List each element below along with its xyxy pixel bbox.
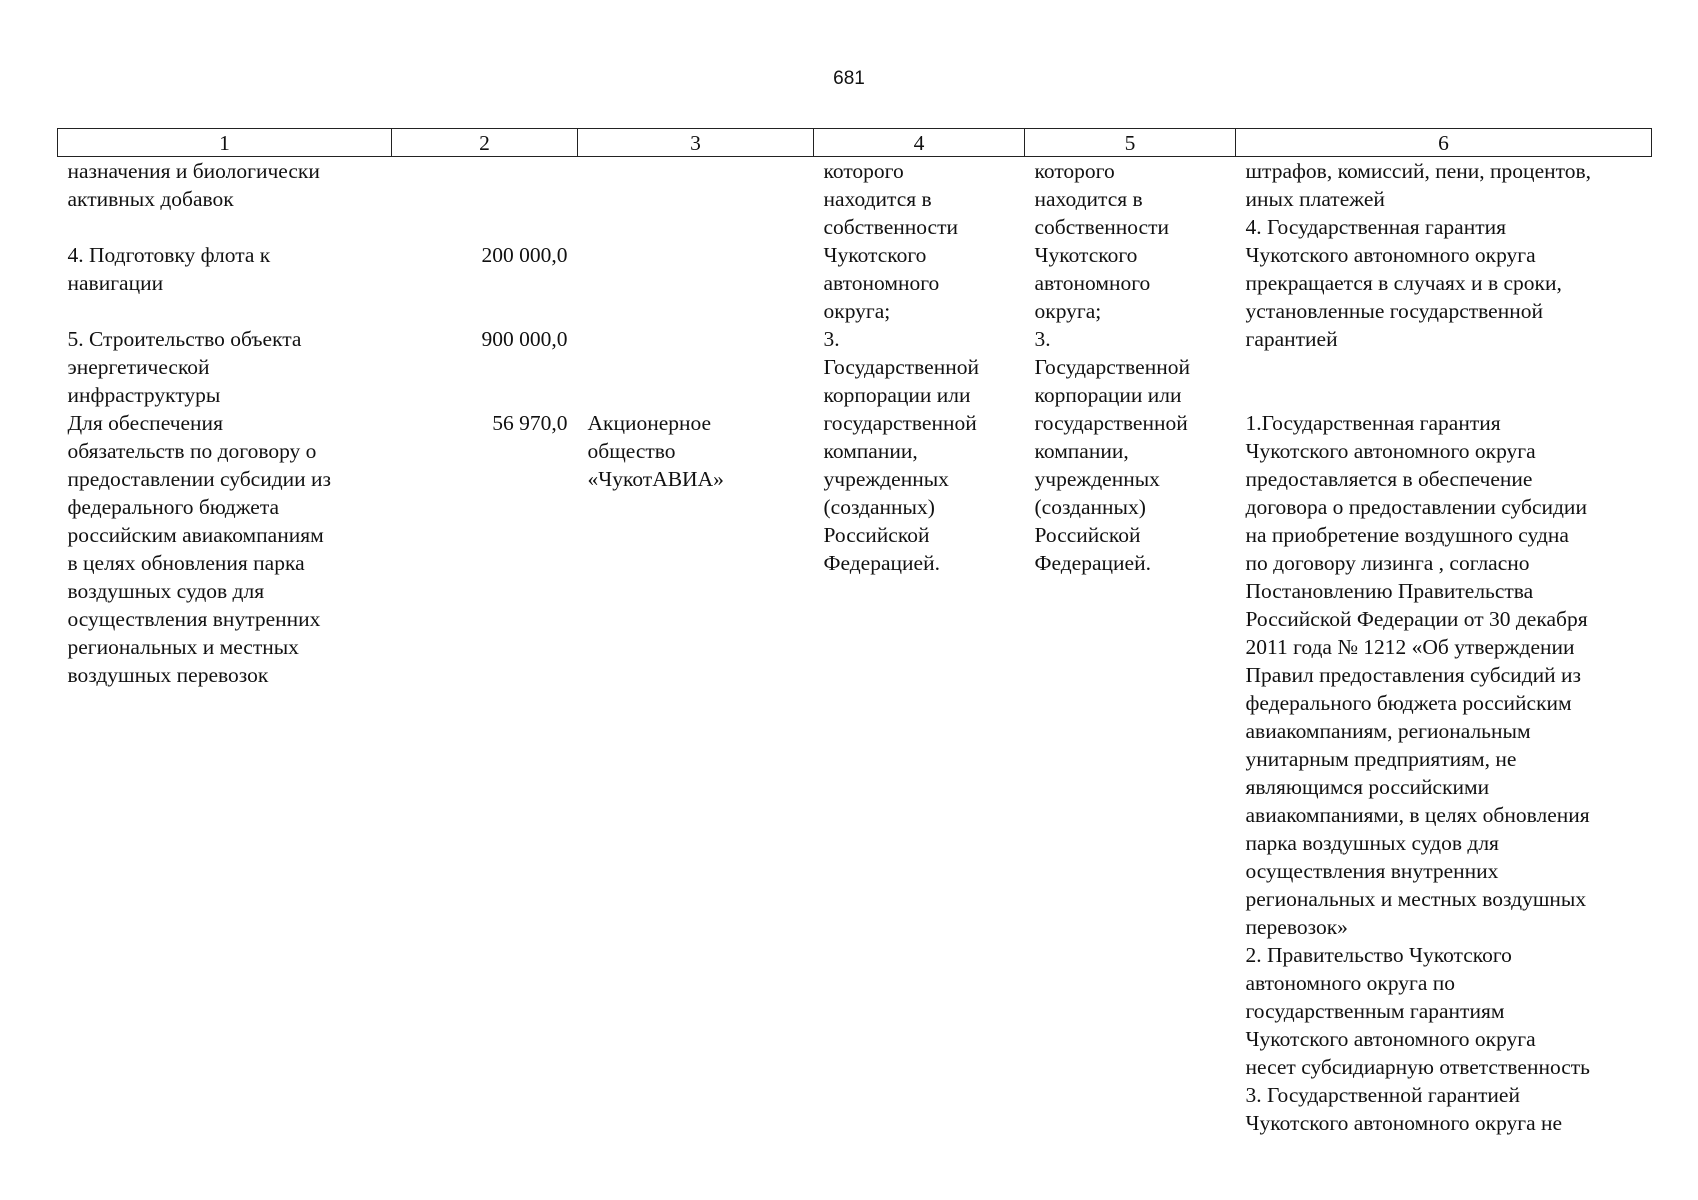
text-line: Федерацией.: [1034, 551, 1151, 575]
text-line: предоставлении субсидии из: [67, 467, 332, 491]
table-row: [58, 157, 1652, 1138]
text-line: установленные государственной: [1245, 299, 1543, 323]
column-header-6: 6: [1236, 129, 1652, 157]
text-line: которого: [823, 159, 904, 183]
text-line: округа;: [1034, 299, 1102, 323]
text-line: Чукотского автономного округа: [1245, 243, 1536, 267]
text-line: Чукотского автономного округа: [1245, 1027, 1536, 1051]
text-line: компании,: [823, 439, 918, 463]
column-header-5: 5: [1025, 129, 1236, 157]
text-line: договора о предоставлении субсидии: [1245, 495, 1587, 519]
text-line: государственным гарантиям: [1245, 999, 1505, 1023]
text-line: 3.: [1034, 327, 1051, 351]
text-line: находится в: [1034, 187, 1143, 211]
text-line: которого: [1034, 159, 1115, 183]
text-line: собственности: [823, 215, 958, 239]
page-number: 681: [833, 68, 865, 89]
text-line: несет субсидиарную ответственность: [1245, 1055, 1590, 1079]
text-line: Чукотского автономного округа не: [1245, 1111, 1563, 1135]
text-line: Постановлению Правительства: [1245, 579, 1534, 603]
text-line: автономного: [1034, 271, 1151, 295]
text-line: Государственной: [1034, 355, 1190, 379]
text-line: федерального бюджета российским: [1245, 691, 1572, 715]
text-line: региональных и местных: [67, 635, 299, 659]
text-line: 2011 года № 1212 «Об утверждении: [1245, 635, 1575, 659]
guarantee-table: [57, 128, 1652, 1137]
text-line: Российской Федерации от 30 декабря: [1245, 607, 1588, 631]
text-line: Чукотского: [823, 243, 927, 267]
amount-value: 900 000,0: [481, 327, 568, 351]
text-line: (созданных): [1034, 495, 1146, 519]
text-line: учрежденных: [1034, 467, 1160, 491]
text-line: Акционерное: [587, 411, 712, 435]
text-line: учрежденных: [823, 467, 949, 491]
text-line: осуществления внутренних: [1245, 859, 1499, 883]
text-line: Российской: [823, 523, 930, 547]
text-line: региональных и местных воздушных: [1245, 887, 1587, 911]
text-line: автономного округа по: [1245, 971, 1456, 995]
amount-cell: [392, 157, 578, 1138]
conditions-cell: [1236, 157, 1652, 1138]
text-line: «ЧукотАВИА»: [587, 467, 724, 491]
text-line: авиакомпаниями, в целях обновления: [1245, 803, 1590, 827]
text-line: корпорации или: [823, 383, 971, 407]
text-line: 2. Правительство Чукотского: [1245, 943, 1512, 967]
text-line: воздушных перевозок: [67, 663, 269, 687]
text-line: 4. Подготовку флота к: [67, 243, 271, 267]
text-line: энергетической: [67, 355, 210, 379]
text-line: в целях обновления парка: [67, 551, 305, 575]
column-header-4: 4: [814, 129, 1025, 157]
text-line: перевозок»: [1245, 915, 1348, 939]
text-line: Правил предоставления субсидий из: [1245, 663, 1582, 687]
text-line: обязательств по договору о: [67, 439, 317, 463]
text-line: 5. Строительство объекта: [67, 327, 302, 351]
column-header-1: 1: [58, 129, 392, 157]
text-line: воздушных судов для: [67, 579, 265, 603]
text-line: Государственной: [823, 355, 979, 379]
text-line: Чукотского: [1034, 243, 1138, 267]
text-line: активных добавок: [67, 187, 234, 211]
text-line: инфраструктуры: [67, 383, 221, 407]
text-line: штрафов, комиссий, пени, процентов,: [1245, 159, 1592, 183]
text-line: государственной: [1034, 411, 1188, 435]
text-line: 4. Государственная гарантия: [1245, 215, 1506, 239]
purpose-cell: [58, 157, 392, 1138]
text-line: 3.: [823, 327, 840, 351]
text-line: авиакомпаниям, региональным: [1245, 719, 1531, 743]
text-line: собственности: [1034, 215, 1169, 239]
text-line: Для обеспечения: [67, 411, 223, 435]
text-line: иных платежей: [1245, 187, 1385, 211]
text-line: унитарным предприятиям, не: [1245, 747, 1517, 771]
text-line: Чукотского автономного округа: [1245, 439, 1536, 463]
column-4-cell: [814, 157, 1025, 1138]
column-header-2: 2: [392, 129, 578, 157]
principal-cell: [578, 157, 814, 1138]
text-line: (созданных): [823, 495, 935, 519]
text-line: навигации: [67, 271, 164, 295]
text-line: федерального бюджета: [67, 495, 280, 519]
text-line: округа;: [823, 299, 891, 323]
text-line: прекращается в случаях и в сроки,: [1245, 271, 1562, 295]
text-line: являющимся российскими: [1245, 775, 1490, 799]
text-line: компании,: [1034, 439, 1129, 463]
text-line: Российской: [1034, 523, 1141, 547]
text-line: 3. Государственной гарантией: [1245, 1083, 1520, 1107]
text-line: российским авиакомпаниям: [67, 523, 324, 547]
text-line: парка воздушных судов для: [1245, 831, 1499, 855]
text-line: назначения и биологически: [67, 159, 320, 183]
text-line: 1.Государственная гарантия: [1245, 411, 1501, 435]
table-header-row: [58, 129, 1652, 157]
text-line: автономного: [823, 271, 940, 295]
column-5-cell: [1025, 157, 1236, 1138]
text-line: по договору лизинга , согласно: [1245, 551, 1530, 575]
text-line: государственной: [823, 411, 977, 435]
text-line: осуществления внутренних: [67, 607, 321, 631]
column-header-3: 3: [578, 129, 814, 157]
text-line: Федерацией.: [823, 551, 940, 575]
amount-value: 200 000,0: [481, 243, 568, 267]
text-line: корпорации или: [1034, 383, 1182, 407]
text-line: на приобретение воздушного судна: [1245, 523, 1569, 547]
text-line: находится в: [823, 187, 932, 211]
text-line: предоставляется в обеспечение: [1245, 467, 1533, 491]
text-line: общество: [587, 439, 676, 463]
amount-value: 56 970,0: [492, 411, 568, 435]
text-line: гарантией: [1245, 327, 1338, 351]
